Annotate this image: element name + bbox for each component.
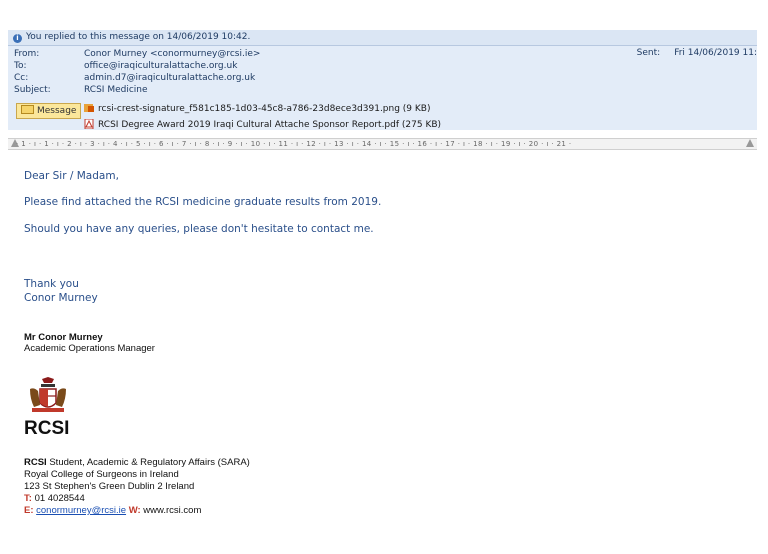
sent-field <box>637 48 757 58</box>
from-value[interactable]: Conor Murney <conormurney@rcsi.ie> <box>84 49 261 59</box>
sent-label: Sent: <box>636 48 661 58</box>
rcsi-crest-logo <box>24 377 72 417</box>
email-label: E: <box>24 505 34 516</box>
envelope-icon <box>21 105 34 114</box>
signature-dept <box>24 457 250 468</box>
ruler-marks: · 1 · ı · 1 · ı · 2 · ı · 3 · ı · 4 · ı · 5 · ı · 6 · ı · 7 · ı · 8 · ı · 9 · ı · 10 · ı · 11 · ı · 12 · ı · 13 · ı · 14 · ı · 15 · ı · 16 · ı · 17 · ı · 18 · ı · 19 · ı · 20 · ı · 21 · <box>16 140 572 148</box>
cc-value[interactable]: admin.d7@iraqiculturalattache.org.uk <box>84 73 256 83</box>
message-header <box>8 46 757 130</box>
signature-phone-row <box>24 493 85 504</box>
web-value[interactable]: www.rcsi.com <box>143 505 202 516</box>
right-indent-marker[interactable] <box>746 139 754 147</box>
sent-value: Fri 14/06/2019 11: <box>674 48 757 58</box>
to-value[interactable]: office@iraqiculturalattache.org.uk <box>84 61 238 71</box>
phone-value: 01 4028544 <box>34 493 85 504</box>
body-line-2: Should you have any queries, please don't hesitate to contact me. <box>24 223 374 235</box>
info-bar[interactable] <box>8 30 757 46</box>
ruler <box>8 138 757 150</box>
signature-college: Royal College of Surgeons in Ireland <box>24 469 179 480</box>
signature-dept-rest: Student, Academic & Regulatory Affairs (SARA) <box>46 457 250 468</box>
signature-contact-row <box>24 505 201 516</box>
to-label: To: <box>14 61 27 71</box>
web-label: W: <box>128 505 141 516</box>
greeting: Dear Sir / Madam, <box>24 170 119 182</box>
signature-title: Academic Operations Manager <box>24 343 155 354</box>
attachment-pdf-label: RCSI Degree Award 2019 Iraqi Cultural Attache Sponsor Report.pdf (275 KB) <box>98 120 442 130</box>
cc-label: Cc: <box>14 73 29 83</box>
signature-address: 123 St Stephen's Green Dublin 2 Ireland <box>24 481 195 492</box>
email-reading-pane <box>8 30 757 530</box>
image-file-icon <box>84 103 94 113</box>
info-icon: i <box>13 34 22 43</box>
pdf-file-icon <box>84 119 94 129</box>
phone-label: T: <box>24 493 32 504</box>
signature-dept-bold: RCSI <box>24 457 47 468</box>
message-tab-label: Message <box>37 106 77 116</box>
attachment-png-label: rcsi-crest-signature_f581c185-1d03-45c8-a786-23d8ece3d391.png (9 KB) <box>98 104 431 114</box>
message-tab[interactable] <box>16 103 81 119</box>
subject-label: Subject: <box>14 85 51 95</box>
email-link[interactable]: conormurney@rcsi.ie <box>36 505 127 516</box>
sender-name: Conor Murney <box>24 292 98 304</box>
subject-value: RCSI Medicine <box>84 85 148 95</box>
attachment-png[interactable] <box>84 101 430 117</box>
body-line-1: Please find attached the RCSI medicine graduate results from 2019. <box>24 196 382 208</box>
signature-name: Mr Conor Murney <box>24 332 103 343</box>
rcsi-logo-text: RCSI <box>24 418 70 439</box>
info-bar-text: You replied to this message on 14/06/2019 10:42. <box>26 32 251 42</box>
from-label: From: <box>14 49 40 59</box>
thanks-line: Thank you <box>24 278 79 290</box>
attachment-pdf[interactable] <box>84 117 441 133</box>
